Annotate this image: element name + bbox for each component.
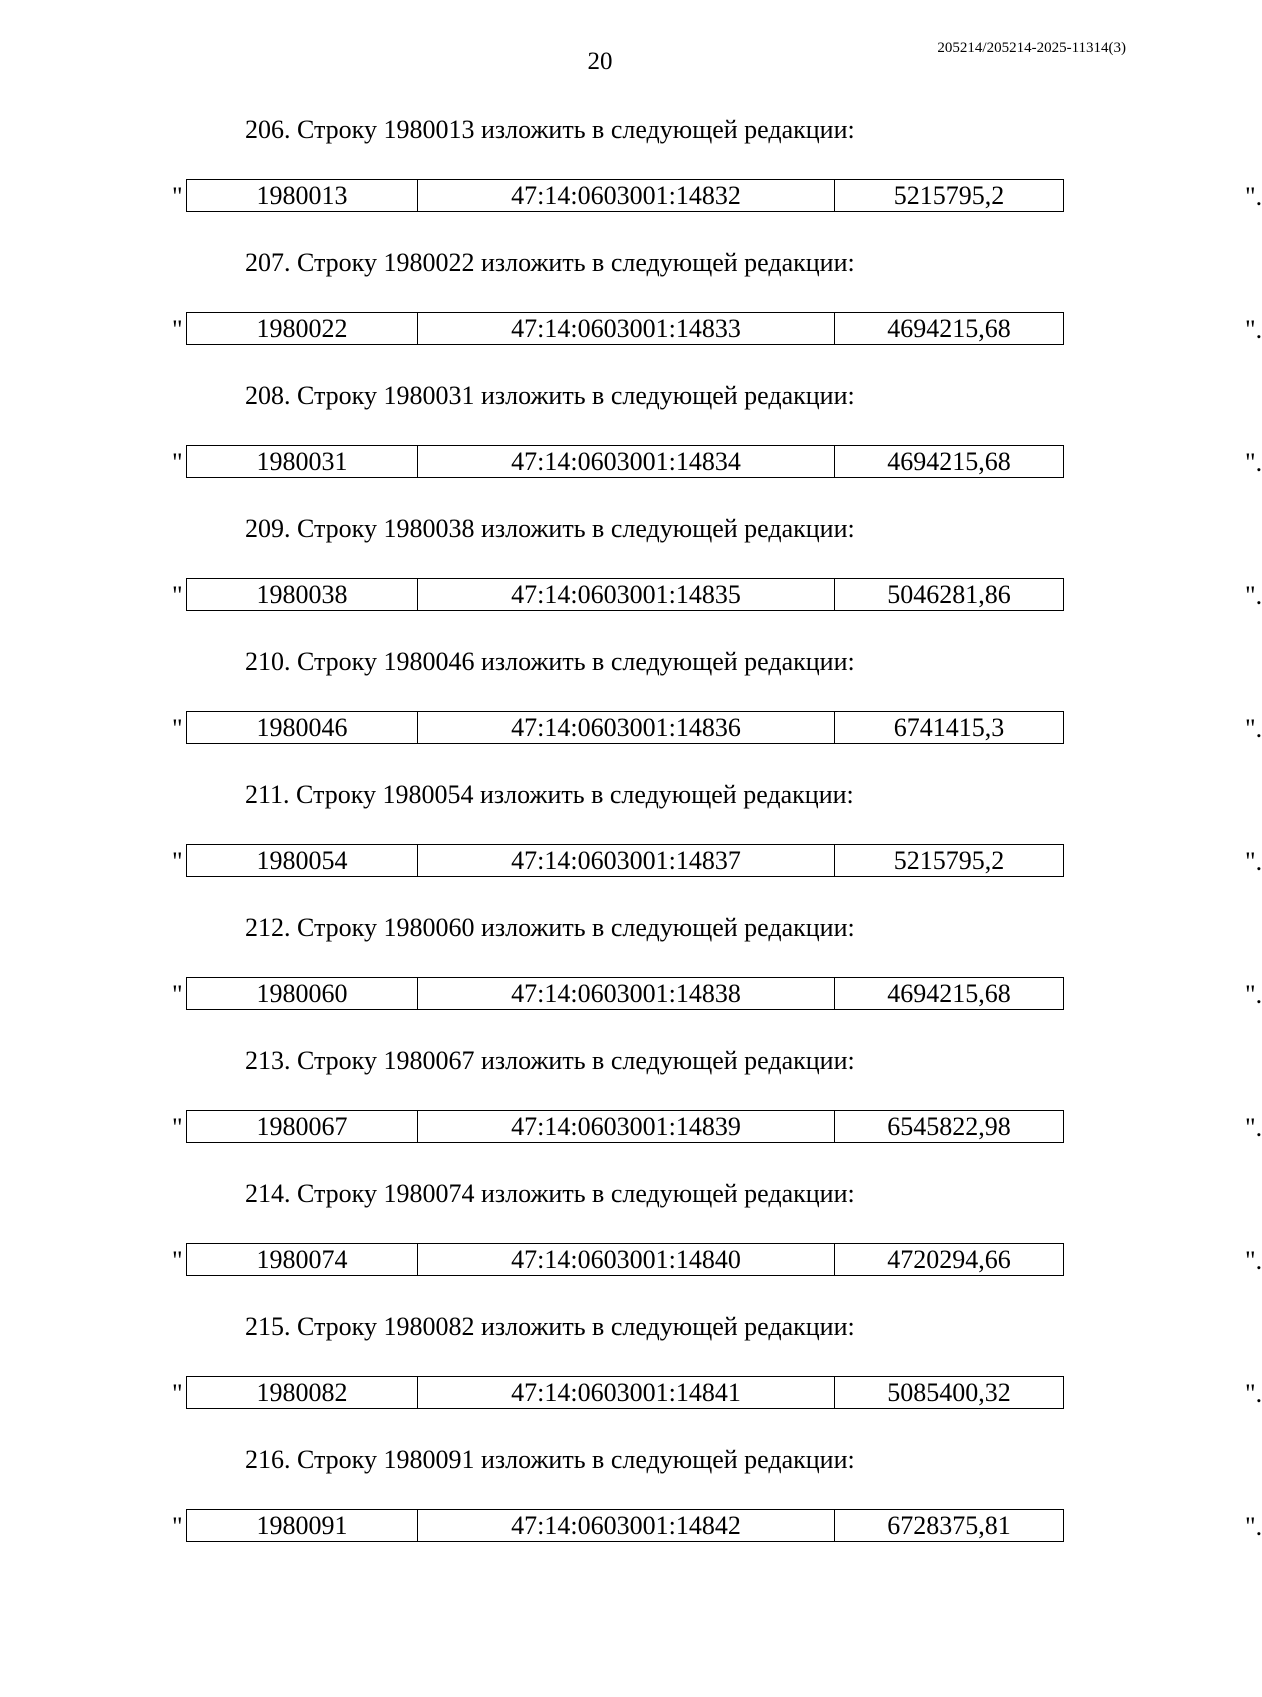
cadastral-number-cell: 47:14:0603001:14839 (418, 1111, 835, 1143)
value-cell: 6545822,98 (835, 1111, 1064, 1143)
closing-quote: ". (1245, 1246, 1262, 1275)
opening-quote: " (172, 980, 183, 1009)
amendment-row (170, 977, 1262, 1013)
opening-quote: " (172, 714, 183, 743)
value-cell: 6741415,3 (835, 712, 1064, 744)
row-table (186, 312, 1064, 345)
amendment-item (0, 908, 1262, 1041)
amendment-item (0, 509, 1262, 642)
document-id: 205214/205214-2025-11314(3) (937, 40, 1126, 56)
row-table (186, 1110, 1064, 1143)
amendment-item (0, 642, 1262, 775)
amendment-item (0, 110, 1262, 243)
amendment-row (170, 711, 1262, 747)
amendment-instruction: 212. Строку 1980060 изложить в следующей редакции: (245, 913, 855, 942)
cadastral-number-cell: 47:14:0603001:14834 (418, 446, 835, 478)
amendment-instruction: 206. Строку 1980013 изложить в следующей редакции: (245, 115, 855, 144)
value-cell: 5215795,2 (835, 845, 1064, 877)
opening-quote: " (172, 1379, 183, 1408)
row-number-cell: 1980031 (187, 446, 418, 478)
amendment-instruction: 208. Строку 1980031 изложить в следующей редакции: (245, 381, 855, 410)
amendment-list (0, 110, 1262, 1573)
row-number-cell: 1980060 (187, 978, 418, 1010)
value-cell: 4694215,68 (835, 446, 1064, 478)
cadastral-number-cell: 47:14:0603001:14833 (418, 313, 835, 345)
row-number-cell: 1980022 (187, 313, 418, 345)
amendment-item (0, 1307, 1262, 1440)
row-number-cell: 1980054 (187, 845, 418, 877)
amendment-row (170, 844, 1262, 880)
amendment-row (170, 1110, 1262, 1146)
opening-quote: " (172, 448, 183, 477)
closing-quote: ". (1245, 1379, 1262, 1408)
amendment-item (0, 376, 1262, 509)
amendment-item (0, 1174, 1262, 1307)
closing-quote: ". (1245, 1113, 1262, 1142)
cadastral-number-cell: 47:14:0603001:14840 (418, 1244, 835, 1276)
opening-quote: " (172, 581, 183, 610)
value-cell: 4694215,68 (835, 978, 1064, 1010)
opening-quote: " (172, 1246, 183, 1275)
amendment-row (170, 312, 1262, 348)
row-table (186, 179, 1064, 212)
opening-quote: " (172, 1512, 183, 1541)
closing-quote: ". (1245, 980, 1262, 1009)
row-number-cell: 1980067 (187, 1111, 418, 1143)
amendment-row (170, 1376, 1262, 1412)
row-table (186, 1243, 1064, 1276)
value-cell: 4720294,66 (835, 1244, 1064, 1276)
cadastral-number-cell: 47:14:0603001:14836 (418, 712, 835, 744)
amendment-row (170, 1509, 1262, 1545)
row-table (186, 578, 1064, 611)
row-number-cell: 1980038 (187, 579, 418, 611)
amendment-instruction: 211. Строку 1980054 изложить в следующей редакции: (245, 780, 854, 809)
row-number-cell: 1980074 (187, 1244, 418, 1276)
value-cell: 5046281,86 (835, 579, 1064, 611)
value-cell: 6728375,81 (835, 1510, 1064, 1542)
cadastral-number-cell: 47:14:0603001:14835 (418, 579, 835, 611)
cadastral-number-cell: 47:14:0603001:14841 (418, 1377, 835, 1409)
closing-quote: ". (1245, 448, 1262, 477)
amendment-instruction: 214. Строку 1980074 изложить в следующей редакции: (245, 1179, 855, 1208)
cadastral-number-cell: 47:14:0603001:14838 (418, 978, 835, 1010)
amendment-item (0, 775, 1262, 908)
closing-quote: ". (1245, 581, 1262, 610)
value-cell: 5085400,32 (835, 1377, 1064, 1409)
row-table (186, 445, 1064, 478)
closing-quote: ". (1245, 182, 1262, 211)
row-number-cell: 1980046 (187, 712, 418, 744)
closing-quote: ". (1245, 315, 1262, 344)
amendment-item (0, 1440, 1262, 1573)
amendment-row (170, 578, 1262, 614)
row-table (186, 711, 1064, 744)
closing-quote: ". (1245, 847, 1262, 876)
opening-quote: " (172, 847, 183, 876)
value-cell: 4694215,68 (835, 313, 1064, 345)
cadastral-number-cell: 47:14:0603001:14837 (418, 845, 835, 877)
closing-quote: ". (1245, 1512, 1262, 1541)
opening-quote: " (172, 1113, 183, 1142)
amendment-instruction: 215. Строку 1980082 изложить в следующей редакции: (245, 1312, 855, 1341)
row-table (186, 1376, 1064, 1409)
row-number-cell: 1980013 (187, 180, 418, 212)
amendment-item (0, 243, 1262, 376)
row-number-cell: 1980082 (187, 1377, 418, 1409)
closing-quote: ". (1245, 714, 1262, 743)
amendment-instruction: 213. Строку 1980067 изложить в следующей редакции: (245, 1046, 855, 1075)
row-table (186, 977, 1064, 1010)
amendment-instruction: 209. Строку 1980038 изложить в следующей редакции: (245, 514, 855, 543)
amendment-item (0, 1041, 1262, 1174)
value-cell: 5215795,2 (835, 180, 1064, 212)
row-table (186, 844, 1064, 877)
row-number-cell: 1980091 (187, 1510, 418, 1542)
amendment-instruction: 216. Строку 1980091 изложить в следующей редакции: (245, 1445, 855, 1474)
opening-quote: " (172, 315, 183, 344)
cadastral-number-cell: 47:14:0603001:14842 (418, 1510, 835, 1542)
amendment-instruction: 207. Строку 1980022 изложить в следующей редакции: (245, 248, 855, 277)
row-table (186, 1509, 1064, 1542)
page-number: 20 (587, 48, 613, 75)
opening-quote: " (172, 182, 183, 211)
cadastral-number-cell: 47:14:0603001:14832 (418, 180, 835, 212)
amendment-row (170, 445, 1262, 481)
amendment-row (170, 1243, 1262, 1279)
amendment-row (170, 179, 1262, 215)
amendment-instruction: 210. Строку 1980046 изложить в следующей редакции: (245, 647, 855, 676)
